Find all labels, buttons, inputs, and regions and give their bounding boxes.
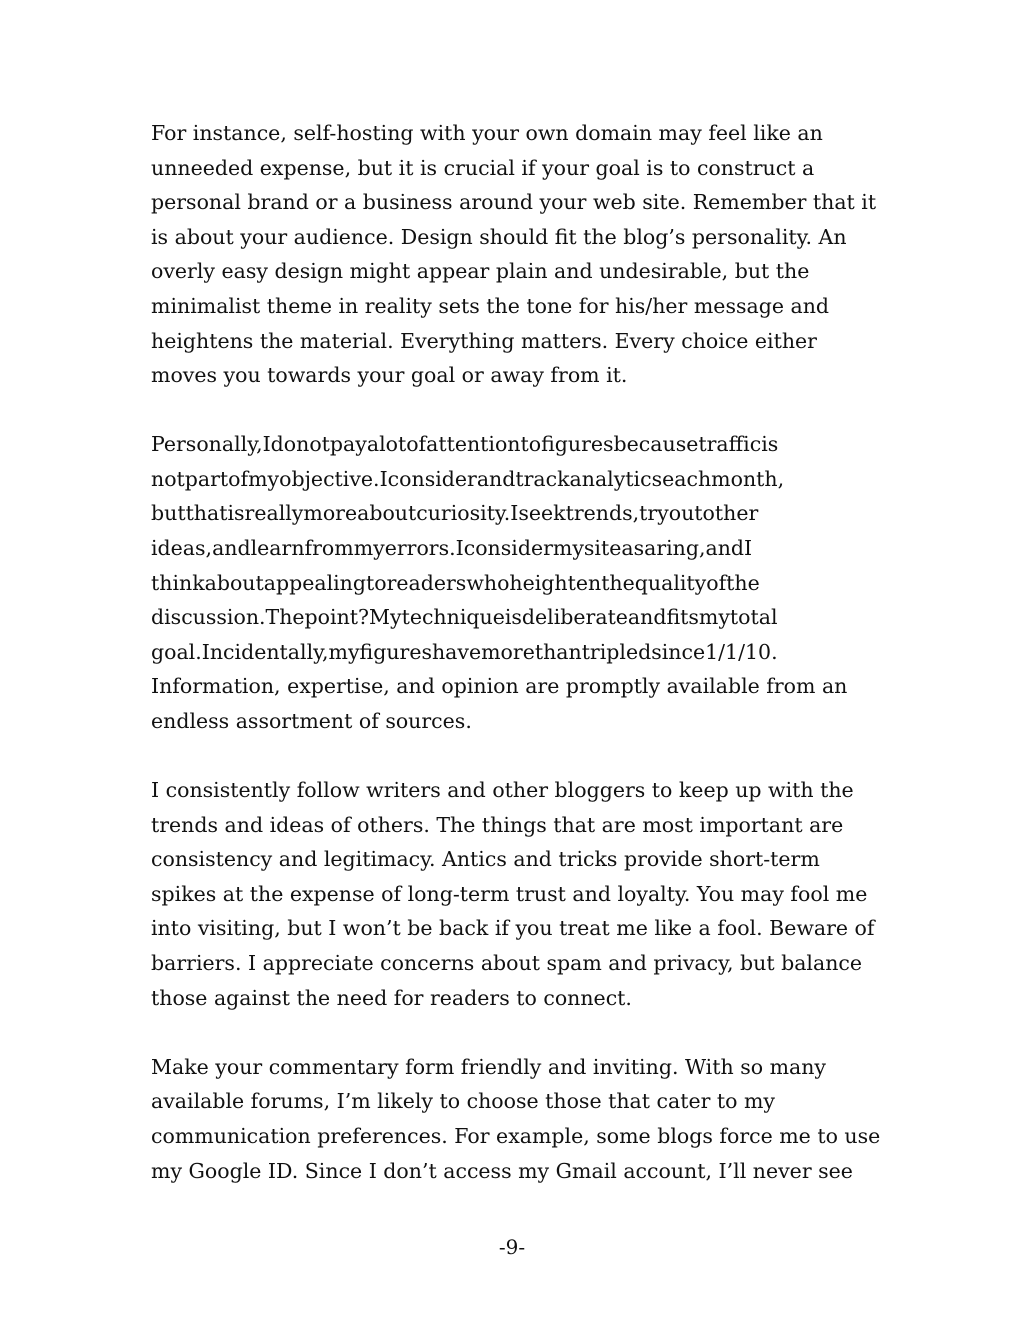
text-line: endless assortment of sources.	[151, 709, 472, 733]
text-line: discussion.Thepoint?Mytechniqueisdeliberateandfitsmytotal	[151, 605, 778, 630]
text-line: overly easy design might appear plain and undesirable, but the	[151, 259, 810, 284]
text-line: minimalist theme in reality sets the tone for his/her message and	[151, 293, 830, 318]
text-line: spikes at the expense of long-term trust and loyalty. You may fool me	[151, 881, 868, 906]
text-line: communication preferences. For example, some blogs force me to use	[151, 1123, 881, 1148]
text-line: consistency and legitimacy. Antics and tricks provide short-term	[151, 847, 820, 872]
text-line: is about your audience. Design should fit the blog’s personality. An	[151, 224, 847, 249]
paragraph-2	[151, 427, 881, 738]
text-line: butthatisreallymoreaboutcuriosity.Iseektrends,tryoutother	[151, 501, 759, 526]
text-line: thinkaboutappealingtoreaderswhoheightenthequalityofthe	[151, 570, 760, 595]
page-number: -9-	[498, 1235, 526, 1259]
text-line: those against the need for readers to connect.	[151, 985, 632, 1010]
text-line: trends and ideas of others. The things that are most important are	[151, 812, 844, 837]
paragraph-3	[151, 773, 881, 1015]
text-line: ideas,andlearnfrommyerrors.Iconsidermysiteasaring,andI	[151, 536, 753, 561]
text-line: personal brand or a business around your web site. Remember that it	[151, 190, 877, 215]
text-line: For instance, self-hosting with your own domain may feel like an	[151, 121, 823, 145]
text-line: I consistently follow writers and other bloggers to keep up with the	[151, 778, 854, 803]
text-line: goal.Incidentally,myfigureshavemorethantripledsince1/1/10.	[151, 639, 778, 664]
text-line: unneeded expense, but it is crucial if your goal is to construct a	[151, 155, 815, 180]
text-line: Make your commentary form friendly and inviting. With so many	[151, 1054, 827, 1079]
paragraph-4	[151, 1050, 881, 1188]
text-line: Personally,Idonotpayalotofattentiontofiguresbecausetrafficis	[151, 432, 779, 457]
text-line: Information, expertise, and opinion are promptly available from an	[151, 674, 848, 699]
text-line: moves you towards your goal or away from it.	[151, 363, 628, 388]
text-line: heightens the material. Everything matters. Every choice either	[151, 328, 817, 353]
text-line: notpartofmyobjective.Iconsiderandtrackanalyticseachmonth,	[151, 466, 785, 491]
text-line: barriers. I appreciate concerns about spam and privacy, but balance	[151, 951, 863, 976]
page-body	[151, 116, 881, 1223]
text-line: into visiting, but I won’t be back if you treat me like a fool. Beware of	[151, 916, 875, 941]
text-line: my Google ID. Since I don’t access my Gmail account, I’ll never see	[151, 1158, 853, 1183]
text-line: available forums, I’m likely to choose those that cater to my	[151, 1089, 776, 1114]
paragraph-1	[151, 116, 881, 393]
